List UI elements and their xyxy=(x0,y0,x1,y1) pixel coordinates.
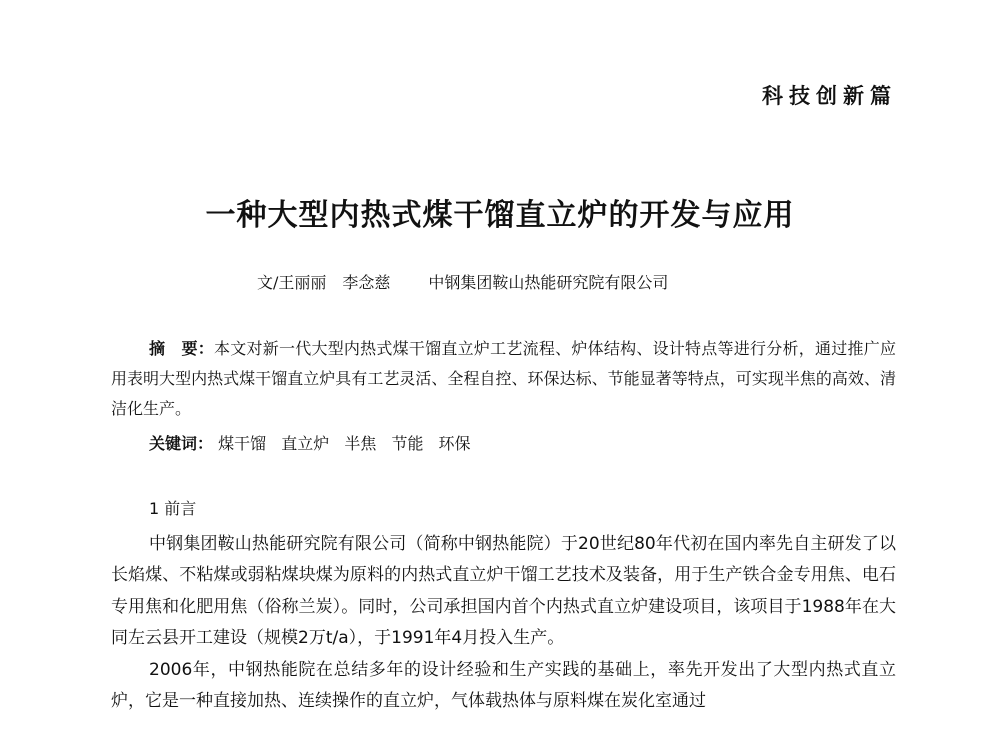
abstract-text: 本文对新一代大型内热式煤干馏直立炉工艺流程、炉体结构、设计特点等进行分析，通过推广应用表明大型内热式煤干馏直立炉具有工艺灵活、全程自控、环保达标、节能显著等特点，可实现半焦的高效、清洁化生产。 xyxy=(111,339,896,418)
byline-prefix: 文/ xyxy=(257,273,279,292)
keyword: 煤干馏 xyxy=(218,434,267,453)
paragraph: 中钢集团鞍山热能研究院有限公司（简称中钢热能院）于20世纪80年代初在国内率先自主研发了以长焰煤、不粘煤或弱粘煤块煤为原料的内热式直立炉干馏工艺技术及装备，用于生产铁合金专用焦、电石专用焦和化肥用焦（俗称兰炭）。同时，公司承担国内首个内热式直立炉建设项目，该项目于1988年在大同左云县开工建设（规模2万t/a），于1991年4月投入生产。 xyxy=(111,534,896,649)
abstract xyxy=(111,334,896,424)
article-title: 一种大型内热式煤干馏直立炉的开发与应用 xyxy=(205,198,795,233)
keyword: 半焦 xyxy=(344,434,377,453)
author-affiliation: 中钢集团鞍山热能研究院有限公司 xyxy=(428,273,669,292)
abstract-label: 摘 要： xyxy=(149,339,214,358)
keyword: 直立炉 xyxy=(281,434,330,453)
section-heading: 1 前言 xyxy=(149,499,197,518)
byline xyxy=(257,270,668,293)
keywords xyxy=(111,431,934,457)
keyword: 环保 xyxy=(438,434,471,453)
paragraph: 2006年，中钢热能院在总结多年的设计经验和生产实践的基础上，率先开发出了大型内热式直立炉，它是一种直接加热、连续操作的直立炉，气体载热体与原料煤在炭化室通过 xyxy=(111,659,896,712)
keyword: 节能 xyxy=(391,434,424,453)
section-body xyxy=(111,529,896,717)
author-names: 王丽丽 李念慈 xyxy=(278,273,391,292)
keywords-label: 关键词： xyxy=(149,434,214,453)
section-tag: 科技创新篇 xyxy=(762,84,897,108)
